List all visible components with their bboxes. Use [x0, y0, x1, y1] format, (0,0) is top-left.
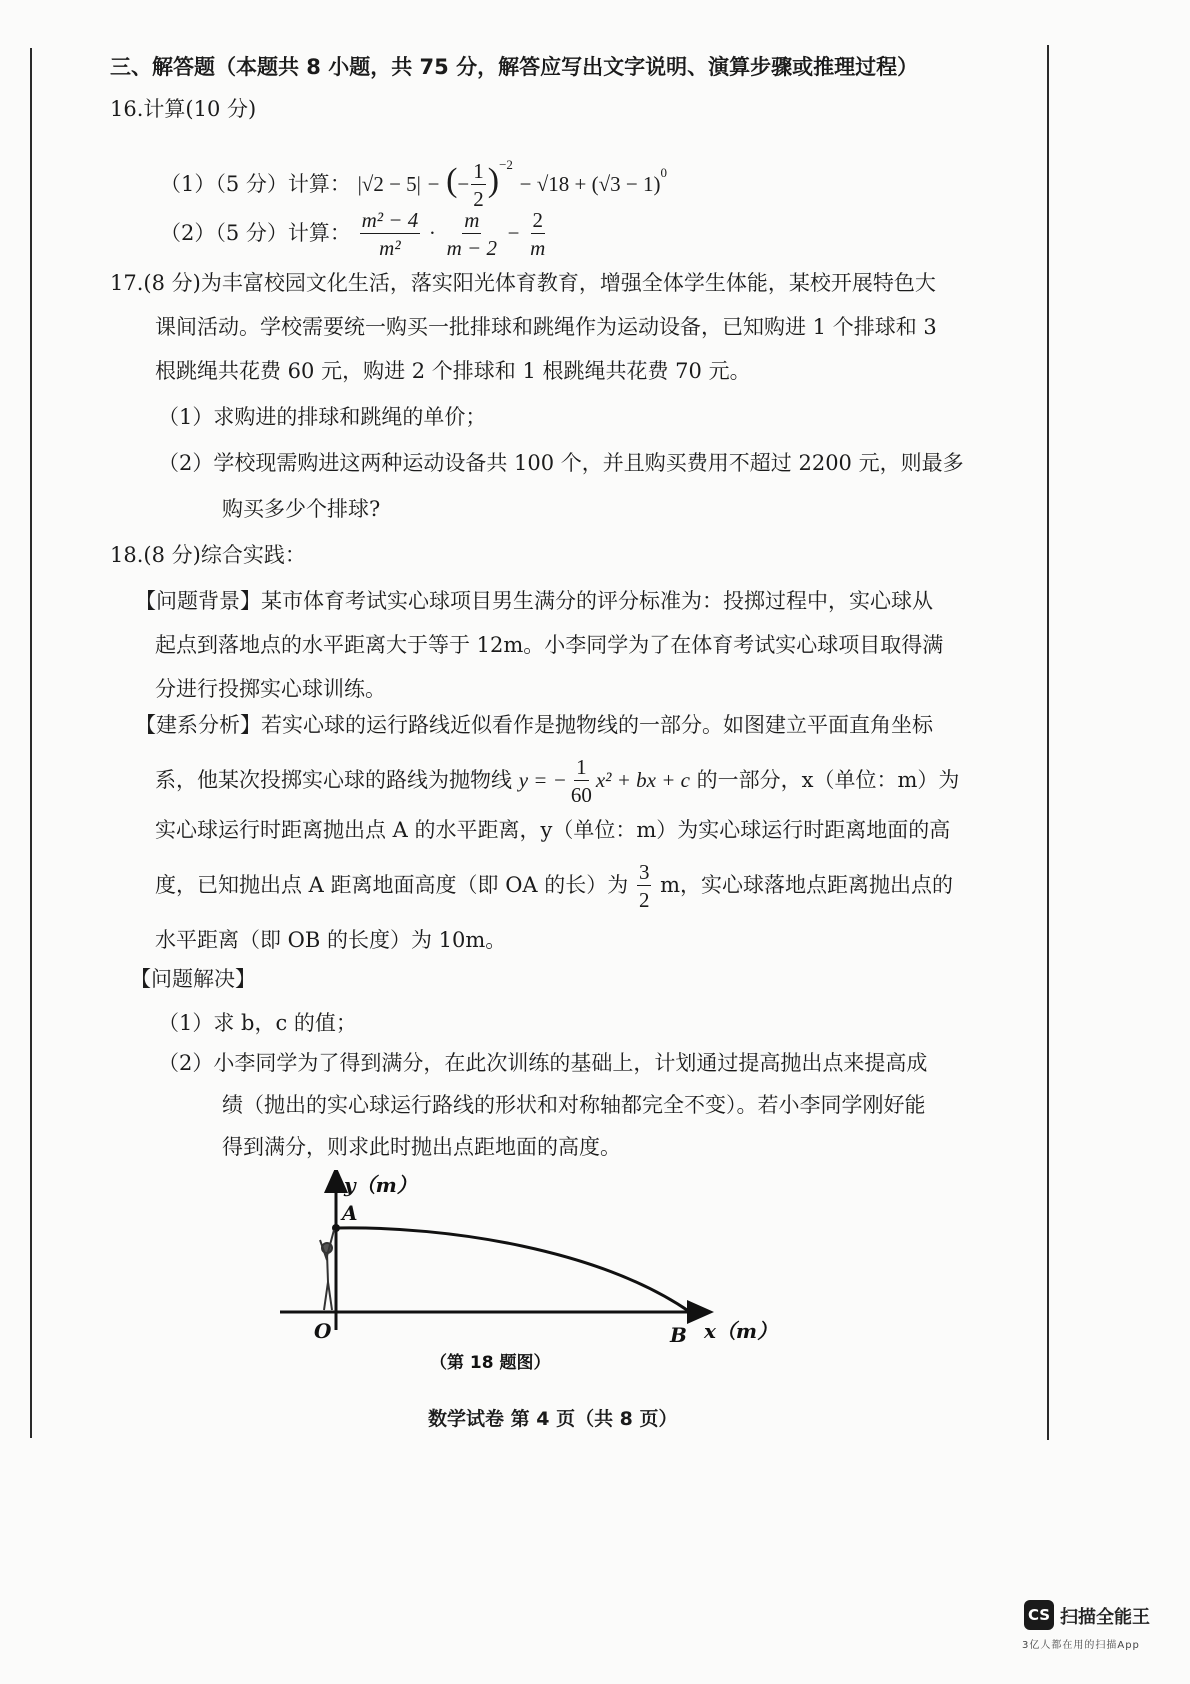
- q16-part2-minus: −: [507, 221, 520, 245]
- q17-sub2-line2: 购买多少个排球?: [222, 497, 381, 521]
- q16-part1-exponent: −2: [499, 157, 513, 172]
- figure-point-a-label: A: [342, 1201, 358, 1225]
- q18-model-line2: [155, 750, 959, 810]
- right-margin-line: [1047, 45, 1049, 1440]
- q18-sub1: （1）求 b，c 的值；: [158, 1011, 357, 1035]
- figure-x-axis-label: x（m）: [704, 1319, 778, 1343]
- q16-part2-label: （2）（5 分）计算：: [160, 221, 351, 245]
- q16-part1-frac-num: 1: [473, 159, 484, 183]
- scanner-name: 扫描全能王: [1060, 1607, 1150, 1628]
- q16-part2: [160, 203, 549, 263]
- q16-part1: [160, 140, 667, 211]
- q18-sub2-line1: （2）小李同学为了得到满分，在此次训练的基础上，计划通过提高抛出点来提高成: [158, 1051, 928, 1075]
- q18-model-line4: [155, 855, 953, 915]
- q18-solve-heading: 【问题解决】: [130, 967, 256, 991]
- q16-part1-minus: −: [427, 172, 440, 196]
- q16-part1-rest: − √18 + (√3 − 1): [519, 172, 661, 196]
- q16-part2-frac2-den: m − 2: [446, 236, 497, 260]
- q16-part2-dot: ·: [428, 221, 436, 245]
- section-heading: 三、解答题（本题共 8 小题，共 75 分，解答应写出文字说明、演算步骤或推理过程）: [110, 55, 919, 79]
- q17-line3: 根跳绳共花费 60 元，购进 2 个排球和 1 根跳绳共花费 70 元。: [155, 359, 751, 383]
- q16-part1-label: （1）（5 分）计算：: [160, 172, 351, 196]
- q16-part2-frac2-num: m: [464, 208, 480, 232]
- q18-model-line4-post: m，实心球落地点距离抛出点的: [660, 873, 954, 897]
- q16-part2-frac3: [528, 207, 547, 262]
- q18-figure: [270, 1170, 790, 1390]
- q18-sub2-line3: 得到满分，则求此时抛出点距地面的高度。: [222, 1135, 621, 1159]
- q18-model-line5: 水平距离（即 OB 的长度）为 10m。: [155, 928, 507, 952]
- q18-model-line3: 实心球运行时距离抛出点 A 的水平距离，y（单位：m）为实心球运行时距离地面的高: [155, 818, 951, 842]
- q16-part2-frac1: [360, 207, 421, 262]
- q18-formula-fraction: [569, 754, 594, 809]
- q18-background-line2: 起点到落地点的水平距离大于等于 12m。小李同学为了在体育考试实心球项目取得满: [155, 633, 944, 657]
- q16-part1-paren-close: ): [487, 162, 500, 199]
- q16-part2-frac2: [445, 207, 499, 262]
- figure-point-b-label: B: [670, 1323, 687, 1347]
- scanner-logo: CS: [1024, 1600, 1054, 1630]
- q17-line2: 课间活动。学校需要统一购买一批排球和跳绳作为运动设备，已知购进 1 个排球和 3: [155, 315, 937, 339]
- q18-model-line4-pre: 度，已知抛出点 A 距离地面高度（即 OA 的长）为: [155, 873, 629, 897]
- q16-part2-frac1-num: m² − 4: [361, 208, 419, 232]
- q16-part2-frac1-den: m²: [379, 236, 401, 260]
- q18-model-line1: 【建系分析】若实心球的运行路线近似看作是抛物线的一部分。如图建立平面直角坐标: [135, 713, 933, 737]
- left-margin-line: [30, 48, 32, 1438]
- figure-y-axis-label: y（m）: [344, 1173, 417, 1197]
- q16-part1-abs: |√2 − 5|: [357, 172, 421, 196]
- q18-sub2-line2: 绩（抛出的实心球运行路线的形状和对称轴都完全不变）。若小李同学刚好能: [222, 1093, 926, 1117]
- q18-height-fraction: [637, 859, 652, 914]
- q18-model-line2-post: 的一部分，x（单位：m）为: [696, 768, 960, 792]
- q16-title: 16.计算(10 分): [110, 97, 257, 121]
- q18-background-line1: 【问题背景】某市体育考试实心球项目男生满分的评分标准为：投掷过程中，实心球从: [135, 589, 933, 613]
- scanner-tagline: 3亿人都在用的扫描App: [1022, 1640, 1140, 1651]
- figure-caption: （第 18 题图）: [430, 1353, 551, 1373]
- q18-model-line2-pre: 系，他某次投掷实心球的路线为抛物线: [155, 768, 512, 792]
- q16-part2-frac3-den: m: [530, 236, 546, 260]
- q16-part1-frac-den: 2: [473, 187, 484, 211]
- figure-thrower: [320, 1230, 334, 1310]
- q18-height-num: 3: [638, 860, 650, 884]
- page-footer: 数学试卷 第 4 页（共 8 页）: [428, 1408, 678, 1430]
- q18-formula-rest: x² + bx + c: [595, 768, 690, 792]
- q16-part2-frac3-num: 2: [532, 208, 543, 232]
- q17-line1: 17.(8 分)为丰富校园文化生活，落实阳光体育教育，增强全体学生体能，某校开展特色大: [110, 271, 936, 295]
- q18-formula-num: 1: [576, 755, 587, 779]
- q18-background-line3: 分进行投掷实心球训练。: [155, 677, 386, 701]
- q16-part1-neg: −: [457, 172, 470, 196]
- q17-sub2-line1: （2）学校现需购进这两种运动设备共 100 个，并且购买费用不超过 2200 元，则最多: [158, 451, 964, 475]
- q16-part1-paren-open: (: [446, 162, 458, 199]
- q18-height-den: 2: [638, 888, 650, 912]
- q18-formula-y: y = −: [518, 768, 567, 792]
- figure-parabola: [336, 1228, 690, 1312]
- q18-title: 18.(8 分)综合实践：: [110, 543, 306, 567]
- figure-origin-label: O: [314, 1319, 332, 1343]
- q16-part1-exponent-zero: 0: [660, 165, 667, 180]
- q17-sub1: （1）求购进的排球和跳绳的单价；: [158, 405, 487, 429]
- q18-formula-den: 60: [570, 783, 592, 807]
